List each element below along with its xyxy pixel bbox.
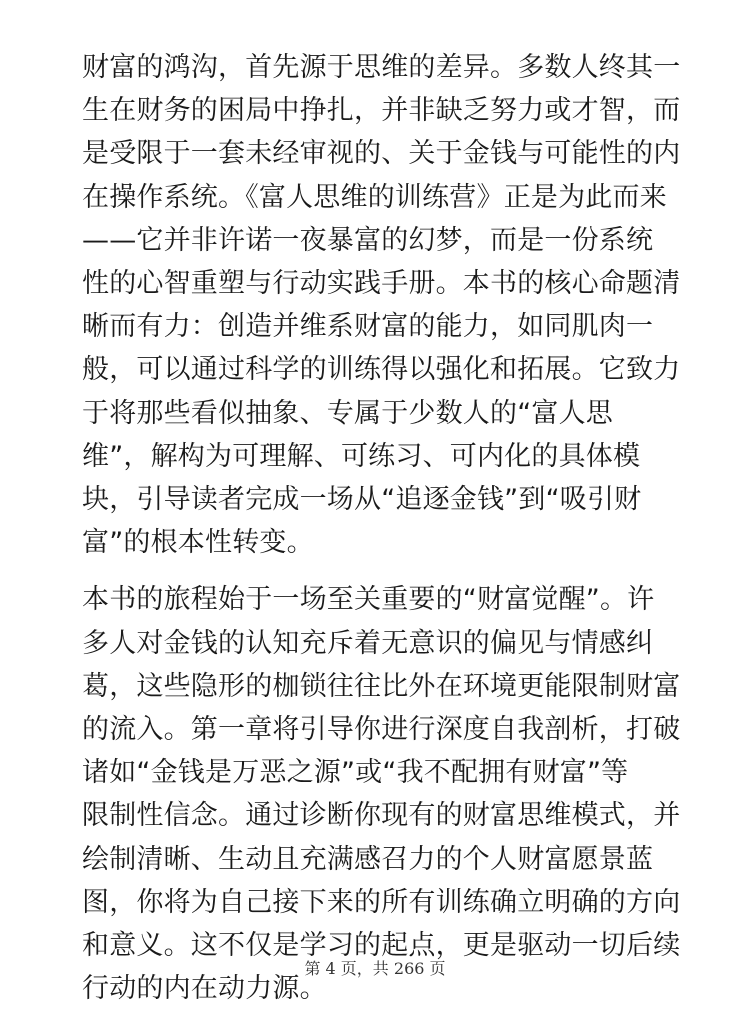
text-line: 本书的旅程始于一场至关重要的“财富觉醒”。许 bbox=[82, 584, 655, 616]
text-line: 是受限于一套未经审视的、关于金钱与可能性的内 bbox=[82, 138, 681, 170]
text-line: 在操作系统。《富人思维的训练营》正是为此而来 bbox=[82, 181, 667, 213]
paragraph-1 bbox=[82, 46, 681, 564]
text-line: 维”，解构为可理解、可练习、可内化的具体模 bbox=[82, 440, 641, 472]
paragraph-spacer bbox=[82, 564, 672, 578]
text-line: 多人对金钱的认知充斥着无意识的偏见与情感纠 bbox=[82, 627, 654, 659]
text-line: 性的心智重塑与行动实践手册。本书的核心命题清 bbox=[82, 268, 681, 300]
text-line: 图，你将为自己接下来的所有训练确立明确的方向 bbox=[82, 886, 681, 918]
text-line: 行动的内在动力源。 bbox=[82, 973, 327, 1005]
text-line: 于将那些看似抽象、专属于少数人的“富人思 bbox=[82, 397, 613, 429]
text-line: 绘制清晰、生动且充满感召力的个人财富愿景蓝 bbox=[82, 843, 654, 875]
paragraph-2 bbox=[82, 578, 681, 1010]
text-line: 诸如“金钱是万恶之源”或“我不配拥有财富”等 bbox=[82, 757, 629, 789]
text-line: ——它并非许诺一夜暴富的幻梦，而是一份系统 bbox=[82, 224, 654, 256]
text-line: 财富的鸿沟，首先源于思维的差异。多数人终其一 bbox=[82, 52, 681, 83]
text-line: 的流入。第一章将引导你进行深度自我剖析，打破 bbox=[82, 714, 681, 746]
text-line: 和意义。这不仅是学习的起点，更是驱动一切后续 bbox=[82, 930, 681, 962]
page-number-footer: 第 4 页，共 266 页 bbox=[304, 959, 446, 978]
text-line: 般，可以通过科学的训练得以强化和拓展。它致力 bbox=[82, 354, 681, 386]
text-line: 块，引导读者完成一场从“追逐金钱”到“吸引财 bbox=[82, 484, 642, 516]
text-line: 限制性信念。通过诊断你现有的财富思维模式，并 bbox=[82, 800, 681, 832]
text-line: 生在财务的困局中挣扎，并非缺乏努力或才智，而 bbox=[82, 95, 681, 127]
body-text bbox=[82, 46, 681, 1010]
text-line: 葛，这些隐形的枷锁往往比外在环境更能限制财富 bbox=[82, 670, 681, 702]
text-line: 富”的根本性转变。 bbox=[82, 527, 314, 559]
text-line: 晰而有力：创造并维系财富的能力，如同肌肉一 bbox=[82, 311, 654, 343]
